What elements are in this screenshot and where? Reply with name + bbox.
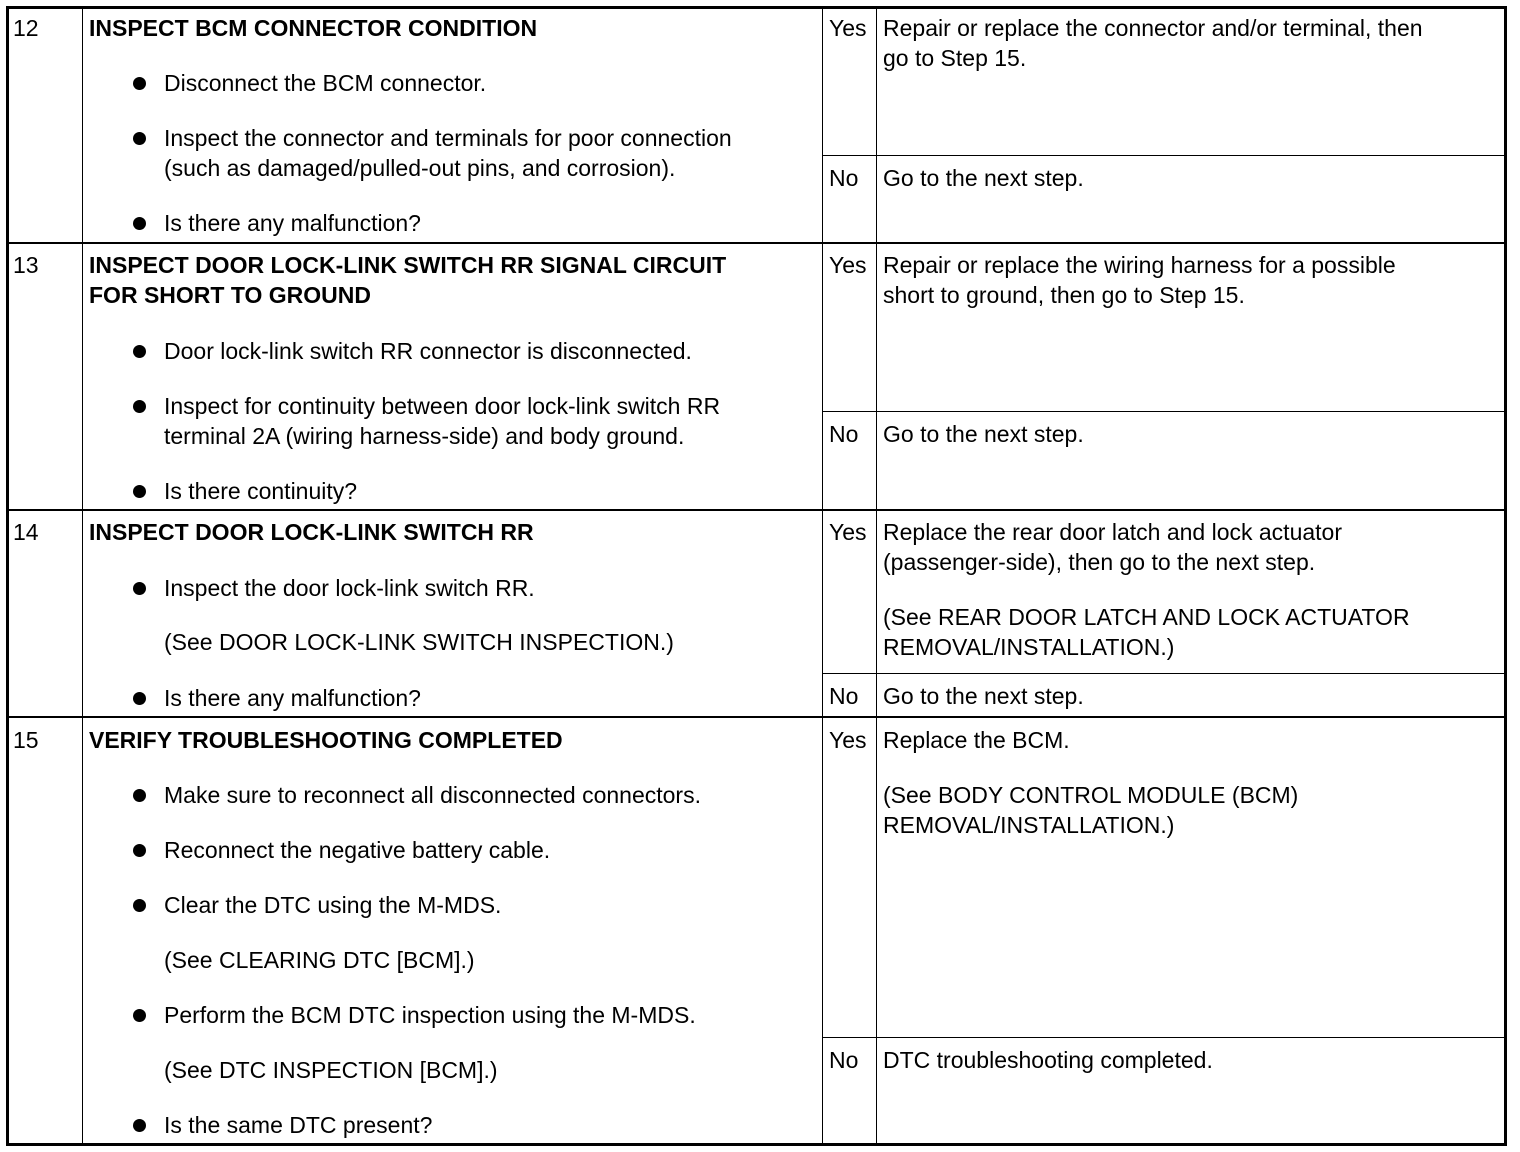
bullet-icon — [133, 1119, 146, 1132]
yes-action: Repair or replace the wiring harness for a possible short to ground, then go to Step 15. — [883, 252, 1396, 308]
yesno-divider-14 — [822, 673, 1507, 674]
no-action: Go to the next step. — [883, 165, 1084, 191]
step-number: 12 — [13, 15, 39, 41]
yes-label: Yes — [829, 15, 867, 41]
column-divider-step — [82, 6, 83, 1146]
step-title: INSPECT DOOR LOCK-LINK SWITCH RR SIGNAL CIRCUIT FOR SHORT TO GROUND — [89, 252, 727, 308]
step-number: 15 — [13, 727, 39, 753]
no-action: Go to the next step. — [883, 683, 1084, 709]
bullet-icon — [133, 789, 146, 802]
bullet-icon — [133, 217, 146, 230]
no-label: No — [829, 421, 859, 447]
bullet-icon — [133, 844, 146, 857]
step-title: INSPECT BCM CONNECTOR CONDITION — [89, 15, 538, 41]
step-item: Reconnect the negative battery cable. — [164, 837, 551, 863]
no-label: No — [829, 683, 859, 709]
step-item: Door lock-link switch RR connector is disconnected. — [164, 338, 692, 364]
step-item: Perform the BCM DTC inspection using the M-MDS. — [164, 1002, 696, 1028]
column-divider-action — [876, 6, 877, 1146]
yesno-divider-15 — [822, 1037, 1507, 1038]
row-divider-15 — [6, 716, 1507, 718]
no-action: DTC troubleshooting completed. — [883, 1047, 1213, 1073]
bullet-icon — [133, 400, 146, 413]
yes-reference: (See BODY CONTROL MODULE (BCM) REMOVAL/INSTALLATION.) — [883, 782, 1299, 838]
bullet-icon — [133, 132, 146, 145]
yes-label: Yes — [829, 727, 867, 753]
step-title: INSPECT DOOR LOCK-LINK SWITCH RR — [89, 519, 534, 545]
yesno-divider-13 — [822, 411, 1507, 412]
step-item: Is there any malfunction? — [164, 685, 421, 711]
no-action: Go to the next step. — [883, 421, 1084, 447]
bullet-icon — [133, 582, 146, 595]
step-item: Clear the DTC using the M-MDS. — [164, 892, 502, 918]
step-item: Inspect the door lock-link switch RR. — [164, 575, 535, 601]
step-item: Inspect for continuity between door lock-link switch RR terminal 2A (wiring harness-side) and body ground. — [164, 393, 721, 449]
step-reference: (See DTC INSPECTION [BCM].) — [164, 1057, 498, 1083]
yes-action: Replace the rear door latch and lock actuator (passenger-side), then go to the next step. — [883, 519, 1342, 575]
bullet-icon — [133, 77, 146, 90]
step-item: Make sure to reconnect all disconnected connectors. — [164, 782, 701, 808]
row-divider-13 — [6, 242, 1507, 244]
step-title: VERIFY TROUBLESHOOTING COMPLETED — [89, 727, 563, 753]
step-item: Is there continuity? — [164, 478, 358, 504]
yes-action: Replace the BCM. — [883, 727, 1070, 753]
step-item: Is there any malfunction? — [164, 210, 421, 236]
step-number: 13 — [13, 252, 39, 278]
yes-label: Yes — [829, 519, 867, 545]
step-reference: (See DOOR LOCK-LINK SWITCH INSPECTION.) — [164, 629, 674, 655]
bullet-icon — [133, 899, 146, 912]
step-number: 14 — [13, 519, 39, 545]
bullet-icon — [133, 1009, 146, 1022]
step-item: Is the same DTC present? — [164, 1112, 433, 1138]
yes-action: Repair or replace the connector and/or terminal, then go to Step 15. — [883, 15, 1423, 71]
yesno-divider-12 — [822, 155, 1507, 156]
row-divider-14 — [6, 509, 1507, 511]
step-item: Disconnect the BCM connector. — [164, 70, 487, 96]
no-label: No — [829, 165, 859, 191]
bullet-icon — [133, 345, 146, 358]
bullet-icon — [133, 692, 146, 705]
yes-reference: (See REAR DOOR LATCH AND LOCK ACTUATOR REMOVAL/INSTALLATION.) — [883, 604, 1410, 660]
column-divider-yesno — [822, 6, 823, 1146]
step-reference: (See CLEARING DTC [BCM].) — [164, 947, 475, 973]
no-label: No — [829, 1047, 859, 1073]
step-item: Inspect the connector and terminals for poor connection (such as damaged/pulled-out pins, and corrosion). — [164, 125, 732, 181]
yes-label: Yes — [829, 252, 867, 278]
bullet-icon — [133, 485, 146, 498]
